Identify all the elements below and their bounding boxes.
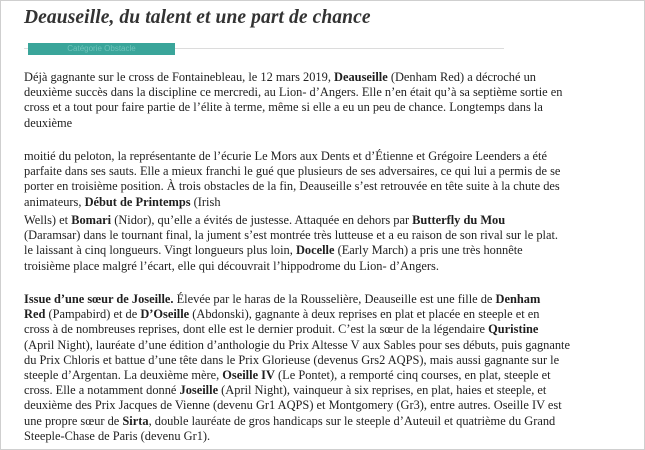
bold-name: Denham	[495, 292, 541, 306]
text-run: deuxième	[24, 115, 73, 130]
paragraph-line	[24, 116, 645, 131]
bold-name: D’Oseille	[140, 307, 190, 322]
article-title: Deauseille, du talent et une part de chance	[24, 7, 371, 28]
text-run: du Prix Chloris et battue d’une tête dans le Prix Glorieuse (devenus Grs2 AQPS), mais aussi gagnante sur le	[24, 352, 560, 367]
text-run: deuxième des Prix Jacques de Vienne (devenu Gr1 AQPS) et Montgomery (Gr3), entre autres. Oseille IV est	[24, 398, 562, 413]
bold-name: Red	[24, 307, 46, 322]
bold-name: Quristine	[488, 322, 539, 337]
paragraph-line	[24, 383, 645, 398]
text-run: cross et a tout pour faire partie de l’élite à terme, même si elle a eu un peu de chance. Longtemps dans la	[24, 100, 543, 115]
paragraph-line	[24, 338, 645, 353]
text-run: cross à de nombreuses reprises, dont elle est le dernier produit. C’est la sœur de la légendaire	[24, 322, 489, 337]
article-paragraph-3	[24, 213, 645, 274]
text-run: (Denham Red) a décroché un	[387, 70, 536, 84]
text-run: (Abdonski), gagnante à deux reprises en plat et placée en steeple et en	[189, 307, 540, 322]
paragraph-line	[24, 85, 645, 100]
bold-name: Oseille IV	[222, 368, 275, 383]
text-run: porter en troisième position. À trois obstacles de la fin, Deauseille s’est retrouvée en tête suite à la chute des	[24, 179, 560, 194]
paragraph-line	[24, 322, 645, 337]
paragraph-line	[24, 292, 645, 307]
article-paragraph-1	[24, 70, 645, 131]
bold-name: Début de Printemps	[84, 194, 191, 209]
paragraph-line	[24, 368, 645, 383]
paragraph-line	[24, 398, 645, 413]
text-run: le laissant à cinq longueurs. Vingt longueurs plus loin,	[24, 243, 296, 258]
paragraph-line	[24, 213, 645, 228]
bold-name: Deauseille	[334, 70, 388, 84]
text-run: moitié du peloton, la représentante de l’écurie Le Mors aux Dents et d’Étienne et Grégoire Leenders a été	[24, 149, 547, 163]
paragraph-line	[24, 429, 645, 444]
paragraph-line	[24, 228, 645, 243]
paragraph-line	[24, 307, 645, 322]
text-run: (April Night), lauréate d’une édition d’anthologie du Prix Altesse V aux Sables pour ses débuts, puis gagnante	[24, 337, 571, 352]
text-run: troisième place malgré l’écart, elle qui découvrait l’hippodrome du Lion- d’Angers.	[24, 258, 439, 273]
text-run: (Le Pontet), a remporté cinq courses, en plat, steeple et	[274, 368, 551, 383]
text-run: cross. Elle a notamment donné	[24, 383, 180, 398]
text-run: (April Night), vainqueur à six reprises, en plat, haies et steeple, et	[218, 383, 547, 398]
bold-name: Issue d’une sœur de Joseille.	[24, 292, 174, 306]
text-run: une propre sœur de	[24, 413, 123, 428]
paragraph-line	[24, 353, 645, 368]
text-run: , double lauréate de gros handicaps sur le steeple d’Auteuil et quatrième du Grand	[148, 413, 556, 428]
text-run: Déjà gagnante sur le cross de Fontainebleau, le 12 mars 2019,	[24, 70, 335, 84]
paragraph-line	[24, 100, 645, 115]
paragraph-line	[24, 70, 645, 85]
paragraph-line	[24, 259, 645, 274]
text-run: (Nidor), qu’elle a évités de justesse. Attaquée en dehors par	[111, 213, 413, 227]
text-run: parfaite dans ses sauts. Elle a mieux franchi le gué que plusieurs de ses adversaires, ce qui lui a permis de se	[24, 164, 561, 179]
text-run: (Daramsar) dans le tournant final, la jument s’est montrée très lutteuse et a eu raison de son rival sur le plat.	[24, 228, 559, 243]
text-run: (Early March) a pris une très honnête	[334, 243, 523, 258]
text-run: steeple d’Argentan. La deuxième mère,	[24, 368, 223, 383]
text-run: (Irish	[190, 194, 221, 209]
category-badge[interactable]: Catégorie Obstacle	[28, 43, 175, 55]
article-paragraph-4	[24, 292, 645, 444]
bold-name: Bomari	[71, 213, 112, 227]
paragraph-line	[24, 195, 645, 210]
article-paragraph-2	[24, 149, 645, 210]
text-run: Steeple-Chase de Paris (devenu Gr1).	[24, 428, 211, 443]
text-run: deuxième succès dans la discipline ce mercredi, au Lion- d’Angers. Elle n’en était qu’à sa septième sortie en	[24, 85, 563, 100]
paragraph-line	[24, 149, 645, 164]
bold-name: Joseille	[179, 383, 219, 398]
paragraph-line	[24, 179, 645, 194]
text-run: animateurs,	[24, 194, 85, 209]
bold-name: Sirta	[122, 413, 149, 428]
paragraph-line	[24, 243, 645, 258]
text-run: Élevée par le haras de la Rousselière, Deauseille est une fille de	[173, 292, 496, 306]
text-run: (Pampabird) et de	[45, 307, 141, 322]
bold-name: Butterfly du Mou	[412, 213, 506, 227]
paragraph-line	[24, 164, 645, 179]
bold-name: Docelle	[295, 243, 335, 258]
text-run: Wells) et	[24, 213, 72, 227]
paragraph-line	[24, 414, 645, 429]
